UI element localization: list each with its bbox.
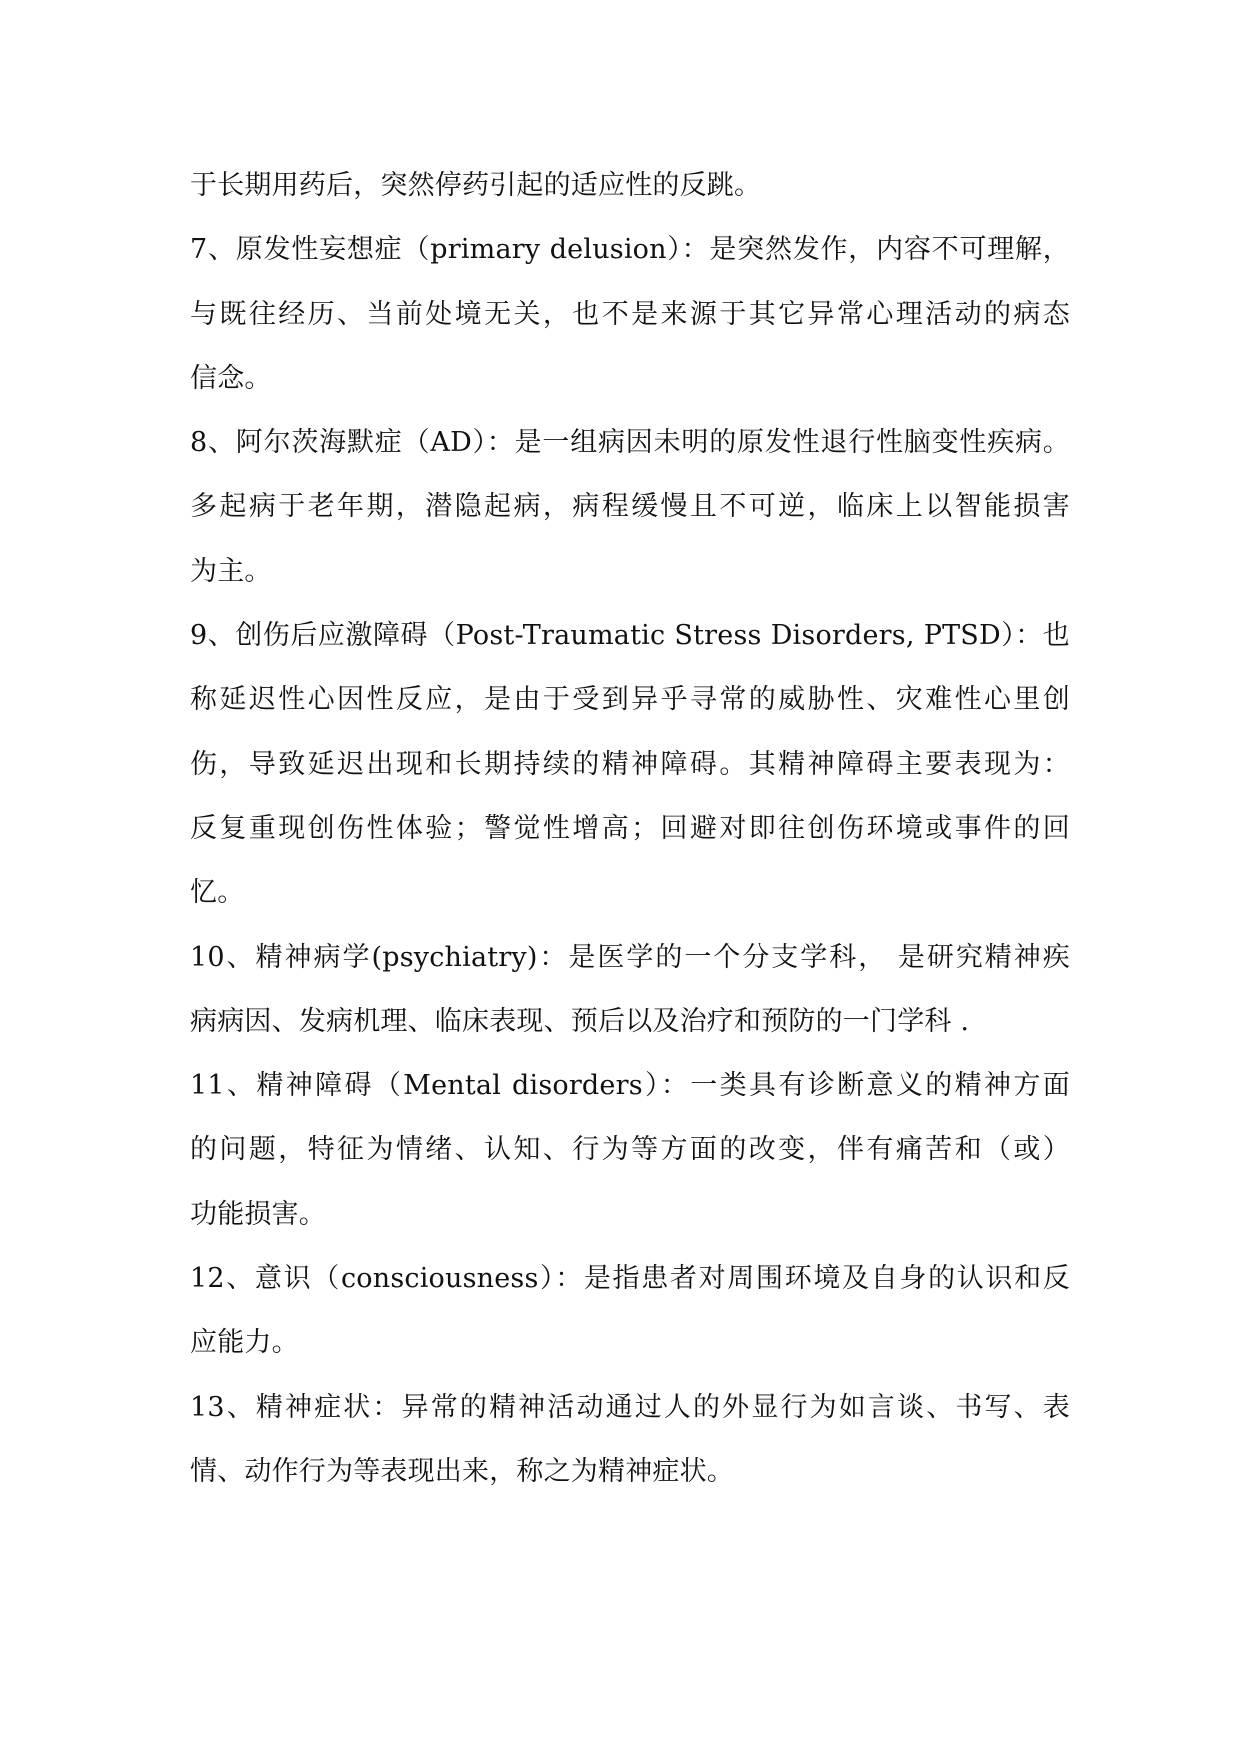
- text-line: 13、精神症状：异常的精神活动通过人的外显行为如言谈、书写、表: [190, 1391, 1070, 1423]
- text-line: 忆。: [190, 877, 245, 909]
- text-line: 伤，导致延迟出现和长期持续的精神障碍。其精神障碍主要表现为：: [190, 748, 1070, 780]
- text-line: 反复重现创伤性体验；警觉性增高；回避对即往创伤环境或事件的回: [190, 812, 1070, 844]
- text-line: 11、精神障碍（Mental disorders）：一类具有诊断意义的精神方面: [190, 1070, 1070, 1102]
- document-body: [190, 154, 1070, 1504]
- text-line: 情、动作行为等表现出来，称之为精神症状。: [190, 1455, 734, 1487]
- text-line: 10、精神病学(psychiatry)：是医学的一个分支学科， 是研究精神疾: [190, 941, 1070, 973]
- text-line: 8、阿尔茨海默症（AD）：是一组病因未明的原发性退行性脑变性疾病。: [190, 427, 1070, 459]
- text-line: 于长期用药后，突然停药引起的适应性的反跳。: [190, 170, 762, 201]
- text-line: 信念。: [190, 362, 272, 394]
- text-line: 7、原发性妄想症（primary delusion）：是突然发作，内容不可理解，: [190, 234, 1070, 266]
- text-line: 与既往经历、当前处境无关，也不是来源于其它异常心理活动的病态: [190, 298, 1070, 330]
- text-line: 功能损害。: [190, 1198, 326, 1230]
- text-line: 12、意识（consciousness）：是指患者对周围环境及自身的认识和反: [190, 1263, 1070, 1295]
- text-line: 多起病于老年期，潜隐起病，病程缓慢且不可逆，临床上以智能损害: [190, 491, 1070, 523]
- text-line: 称延迟性心因性反应，是由于受到异乎寻常的威胁性、灾难性心里创: [190, 684, 1070, 716]
- text-line: 的问题，特征为情绪、认知、行为等方面的改变，伴有痛苦和（或）: [190, 1134, 1070, 1166]
- text-line: 应能力。: [190, 1327, 299, 1359]
- text-line: 9、创伤后应激障碍（Post-Traumatic Stress Disorders, PTSD）：也: [190, 620, 1070, 652]
- text-line: 病病因、发病机理、临床表现、预后以及治疗和预防的一门学科 .: [190, 1005, 970, 1037]
- text-line: 为主。: [190, 555, 272, 587]
